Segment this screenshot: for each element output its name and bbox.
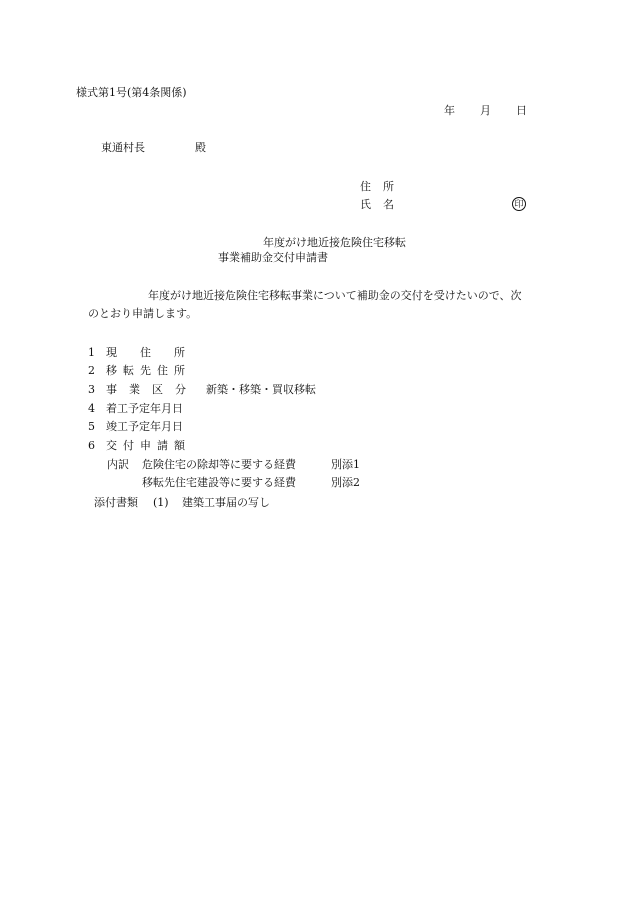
form-number: 様式第1号(第4条関係) bbox=[76, 86, 187, 99]
applicant-address-label: 住 所 bbox=[360, 180, 394, 193]
item-current-address: 1 現 住 所 bbox=[88, 346, 185, 359]
addressee bbox=[101, 141, 206, 155]
attachment-1-text: 建築工事届の写し bbox=[182, 496, 270, 509]
date-line bbox=[444, 104, 527, 118]
applicant-name-label: 氏 名 bbox=[360, 198, 394, 211]
title-line-2: 事業補助金交付申請書 bbox=[218, 251, 328, 264]
body-line-1: 年度がけ地近接危険住宅移転事業について補助金の交付を受けたいので、次 bbox=[148, 289, 522, 302]
breakdown-row-2-item: 移転先住宅建設等に要する経費 bbox=[142, 476, 296, 489]
project-category-value: 新築・移築・買収移転 bbox=[206, 383, 316, 396]
item-project-category: 3 事 業 区 分 新築・移築・買収移転 bbox=[88, 383, 316, 396]
addressee-name: 東通村長 bbox=[101, 141, 145, 154]
seal-mark: 印 bbox=[512, 197, 526, 211]
date-day-label: 日 bbox=[516, 104, 527, 117]
attachments-heading: 添付書類 bbox=[94, 496, 138, 509]
body-line-2: のとおり申請します。 bbox=[88, 307, 198, 320]
addressee-honorific: 殿 bbox=[195, 141, 206, 154]
breakdown-heading: 内訳 bbox=[107, 458, 129, 471]
title-line-1: 年度がけ地近接危険住宅移転 bbox=[263, 236, 406, 249]
breakdown-row-2-ref: 別添2 bbox=[331, 476, 360, 489]
item-start-date: 4 着工予定年月日 bbox=[88, 402, 183, 415]
item-completion-date: 5 竣工予定年月日 bbox=[88, 420, 183, 433]
breakdown-row-1-ref: 別添1 bbox=[331, 458, 360, 471]
item-grant-amount: 6 交 付 申 請 額 bbox=[88, 439, 185, 452]
breakdown-row-1-item: 危険住宅の除却等に要する経費 bbox=[142, 458, 296, 471]
date-month-label: 月 bbox=[480, 104, 491, 117]
date-year-label: 年 bbox=[444, 104, 455, 117]
attachment-1-number: (1) bbox=[153, 496, 169, 509]
item-relocation-address: 2 移 転 先 住 所 bbox=[88, 364, 185, 377]
